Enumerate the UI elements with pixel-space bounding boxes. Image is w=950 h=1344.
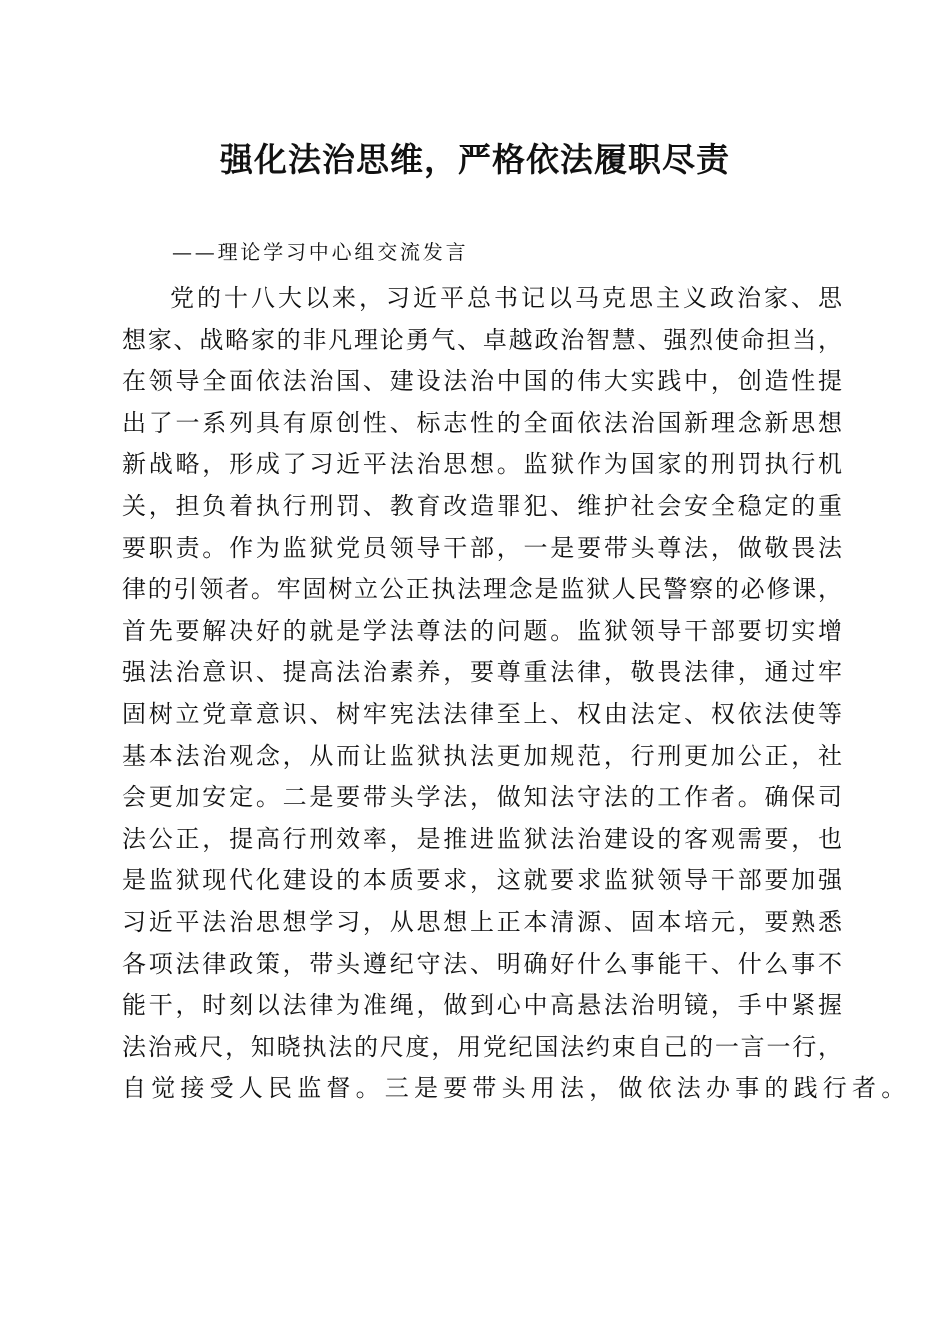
paragraph-line: 自觉接受人民监督。三是要带头用法，做依法办事的践行者。 (122, 1074, 911, 1103)
paragraph-line: 法公正，提高行刑效率，是推进监狱法治建设的客观需要，也 (122, 824, 842, 853)
paragraph-line: 固树立党章意识、树牢宪法法律至上、权由法定、权依法使等 (122, 699, 842, 728)
paragraph-line: 在领导全面依法治国、建设法治中国的伟大实践中，创造性提 (122, 367, 842, 396)
paragraph-line: 关，担负着执行刑罚、教育改造罪犯、维护社会安全稳定的重 (122, 491, 842, 520)
paragraph-line: 会更加安定。二是要带头学法，做知法守法的工作者。确保司 (122, 783, 842, 812)
paragraph-line: 法治戒尺，知晓执法的尺度，用党纪国法约束自己的一言一行， (122, 1032, 842, 1061)
paragraph-line: 能干，时刻以法律为准绳，做到心中高悬法治明镜，手中紧握 (122, 991, 842, 1020)
paragraph-line: 各项法律政策，带头遵纪守法、明确好什么事能干、什么事不 (122, 949, 842, 978)
paragraph-line: 习近平法治思想学习，从思想上正本清源、固本培元，要熟悉 (122, 907, 842, 936)
paragraph-line: 出了一系列具有原创性、标志性的全面依法治国新理念新思想 (122, 408, 842, 437)
document-title: 强化法治思维，严格依法履职尽责 (220, 140, 730, 179)
paragraph-line: 是监狱现代化建设的本质要求，这就要求监狱领导干部要加强 (122, 866, 842, 895)
body-paragraph (122, 278, 911, 1110)
paragraph-line: 律的引领者。牢固树立公正执法理念是监狱人民警察的必修课， (122, 575, 842, 604)
paragraph-line: 要职责。作为监狱党员领导干部，一是要带头尊法，做敬畏法 (122, 533, 842, 562)
paragraph-line: 新战略，形成了习近平法治思想。监狱作为国家的刑罚执行机 (122, 450, 842, 479)
document-subtitle: ——理论学习中心组交流发言 (172, 240, 469, 264)
paragraph-line: 强法治意识、提高法治素养，要尊重法律，敬畏法律，通过牢 (122, 658, 842, 687)
paragraph-line: 首先要解决好的就是学法尊法的问题。监狱领导干部要切实增 (122, 616, 842, 645)
paragraph-line: 基本法治观念，从而让监狱执法更加规范，行刑更加公正，社 (122, 741, 842, 770)
paragraph-line: 党的十八大以来，习近平总书记以马克思主义政治家、思 (170, 284, 842, 312)
paragraph-line: 想家、战略家的非凡理论勇气、卓越政治智慧、强烈使命担当， (122, 325, 842, 354)
